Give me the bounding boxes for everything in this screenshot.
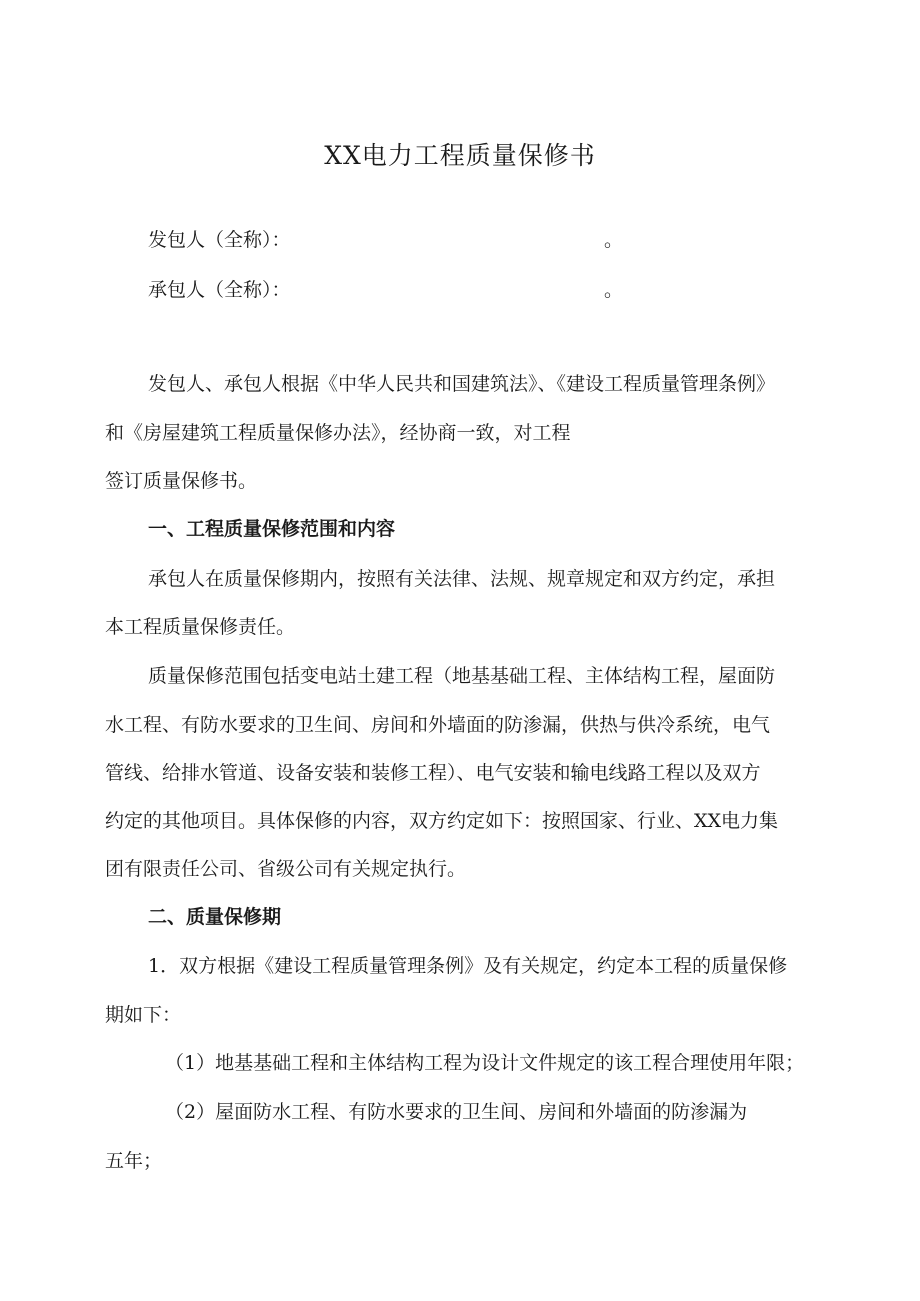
employer-label: 发包人（全称）： bbox=[148, 229, 291, 251]
section-1-p2-line-4: 约定的其他项目。具体保修的内容，双方约定如下：按照国家、行业、XX电力集 bbox=[105, 810, 779, 832]
section-1-heading: 一、工程质量保修范围和内容 bbox=[148, 518, 396, 540]
section-2-item-1: （1）地基基础工程和主体结构工程为设计文件规定的该工程合理使用年限； bbox=[165, 1052, 805, 1074]
intro-line-1: 发包人、承包人根据《中华人民共和国建筑法》、《建设工程质量管理条例》 bbox=[148, 373, 776, 395]
section-1-p2-line-5: 团有限责任公司、省级公司有关规定执行。 bbox=[105, 858, 467, 880]
section-1-p2-line-3: 管线、给排水管道、设备安装和装修工程）、电气安装和输电线路工程以及双方 bbox=[105, 762, 761, 784]
section-2-heading: 二、质量保修期 bbox=[148, 906, 282, 928]
section-1-p1-line-2: 本工程质量保修责任。 bbox=[105, 616, 296, 638]
contractor-label: 承包人（全称）： bbox=[148, 279, 291, 301]
section-2-item-2-line-1: （2）屋面防水工程、有防水要求的卫生间、房间和外墙面的防渗漏为 bbox=[165, 1101, 748, 1123]
section-2-p1-line-1: 1．双方根据《建设工程质量管理条例》及有关规定，约定本工程的质量保修 bbox=[148, 955, 788, 977]
intro-line-2: 和《房屋建筑工程质量保修办法》，经协商一致，对工程 bbox=[105, 422, 571, 444]
contractor-field-end: 。 bbox=[604, 279, 624, 301]
document-title: XX电力工程质量保修书 bbox=[324, 141, 596, 170]
section-1-p2-line-1: 质量保修范围包括变电站土建工程（地基基础工程、主体结构工程，屋面防 bbox=[148, 665, 776, 687]
section-1-p1-line-1: 承包人在质量保修期内，按照有关法律、法规、规章规定和双方约定，承担 bbox=[148, 568, 776, 590]
employer-field-end: 。 bbox=[604, 229, 624, 251]
section-1-p2-line-2: 水工程、有防水要求的卫生间、房间和外墙面的防渗漏，供热与供冷系统，电气 bbox=[105, 714, 771, 736]
section-2-item-2-line-2: 五年； bbox=[105, 1150, 163, 1172]
intro-line-3: 签订质量保修书。 bbox=[105, 470, 258, 492]
section-2-p1-line-2: 期如下： bbox=[105, 1004, 182, 1026]
